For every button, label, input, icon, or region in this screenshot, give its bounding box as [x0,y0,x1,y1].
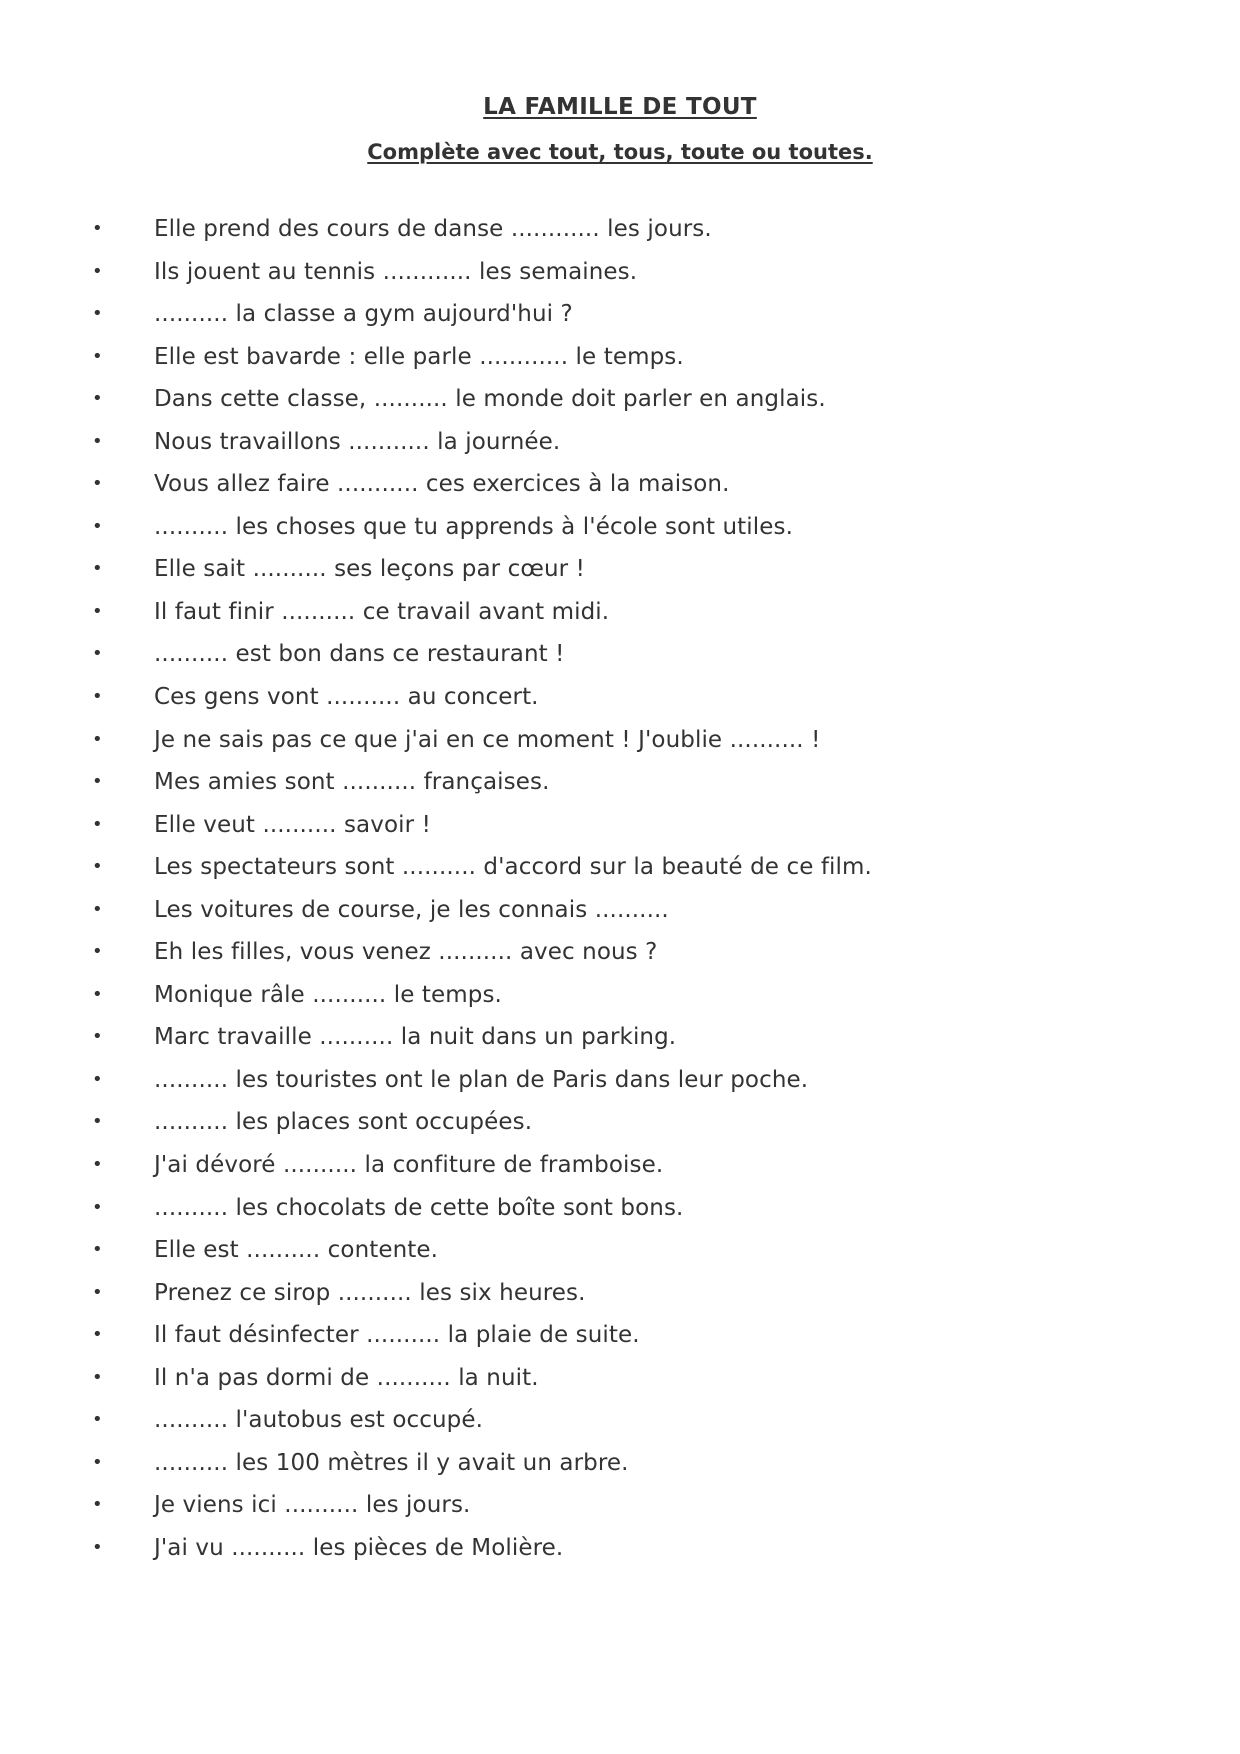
exercise-sentence: .......... est bon dans ce restaurant ! [154,641,565,668]
exercise-sentence: Eh les filles, vous venez .......... avec nous ? [154,939,658,966]
exercise-sentence: Prenez ce sirop .......... les six heures. [154,1279,586,1306]
exercise-sentence: Elle est .......... contente. [154,1237,439,1264]
bullet-icon: • [92,941,103,963]
bullet-icon: • [92,1154,103,1176]
exercise-sentence: Je ne sais pas ce que j'ai en ce moment ! J'oublie .......... ! [154,726,821,753]
bullet-icon: • [92,728,103,750]
bullet-icon: • [92,898,103,920]
bullet-icon: • [92,1111,103,1133]
bullet-icon: • [92,260,103,282]
bullet-icon: • [92,856,103,878]
exercise-sentence: .......... l'autobus est occupé. [154,1407,484,1434]
exercise-sentence: Les spectateurs sont .......... d'accord sur la beauté de ce film. [154,854,872,881]
bullet-icon: • [92,558,103,580]
exercise-sentence: Ces gens vont .......... au concert. [154,684,539,711]
bullet-icon: • [92,686,103,708]
bullet-icon: • [92,1451,103,1473]
page-title [0,94,1240,120]
bullet-icon: • [92,303,103,325]
bullet-icon: • [92,1409,103,1431]
exercise-sentence: Il faut désinfecter .......... la plaie de suite. [154,1322,640,1349]
bullet-icon: • [92,1068,103,1090]
exercise-sentence: .......... la classe a gym aujourd'hui ? [154,301,573,328]
bullet-icon: • [92,1239,103,1261]
exercise-sentence: Ils jouent au tennis ............ les semaines. [154,258,638,285]
exercise-sentence: J'ai dévoré .......... la confiture de framboise. [154,1152,664,1179]
exercise-sentence: .......... les 100 mètres il y avait un arbre. [154,1449,629,1476]
exercise-sentence: Elle prend des cours de danse ............ les jours. [154,216,712,242]
exercise-sentence: Je viens ici .......... les jours. [154,1492,471,1519]
bullet-icon: • [92,1196,103,1218]
bullet-icon: • [92,643,103,665]
exercise-sentence: Mes amies sont .......... françaises. [154,769,550,796]
page-title-text: LA FAMILLE DE TOUT [483,94,757,120]
bullet-icon: • [92,813,103,835]
bullet-icon: • [92,345,103,367]
exercise-sentence: .......... les chocolats de cette boîte sont bons. [154,1194,684,1221]
exercise-sentence: Il n'a pas dormi de .......... la nuit. [154,1364,539,1391]
exercise-sentence: Elle veut .......... savoir ! [154,811,431,838]
exercise-sentence: Les voitures de course, je les connais .......... [154,896,669,923]
bullet-icon: • [92,218,103,239]
exercise-sentence: Monique râle .......... le temps. [154,981,502,1008]
bullet-icon: • [92,388,103,410]
bullet-icon: • [92,600,103,622]
bullet-icon: • [92,771,103,793]
exercise-sentence: Elle est bavarde : elle parle ............ le temps. [154,343,684,370]
instruction-text: Complète avec tout, tous, toute ou toutes. [367,140,873,164]
bullet-icon: • [92,1536,103,1558]
bullet-icon: • [92,1324,103,1346]
exercise-sentence: Elle sait .......... ses leçons par cœur ! [154,556,585,583]
bullet-icon: • [92,430,103,452]
exercise-sentence: .......... les choses que tu apprends à l'école sont utiles. [154,513,794,540]
exercise-sentence: .......... les touristes ont le plan de Paris dans leur poche. [154,1066,809,1093]
exercise-sentence: Nous travaillons ........... la journée. [154,428,561,455]
exercise-sentence: .......... les places sont occupées. [154,1109,533,1136]
bullet-icon: • [92,983,103,1005]
exercise-sentence: J'ai vu .......... les pièces de Molière. [154,1534,564,1561]
exercise-sentence: Dans cette classe, .......... le monde doit parler en anglais. [154,386,826,413]
bullet-icon: • [92,473,103,495]
exercise-sentence: Il faut finir .......... ce travail avant midi. [154,598,610,625]
exercise-sentence: Vous allez faire ........... ces exercices à la maison. [154,471,730,498]
bullet-icon: • [92,1281,103,1303]
instruction-heading [0,140,1240,164]
bullet-icon: • [92,1366,103,1388]
bullet-icon: • [92,1026,103,1048]
exercise-sentence: Marc travaille .......... la nuit dans un parking. [154,1024,677,1051]
bullet-icon: • [92,1494,103,1516]
bullet-icon: • [92,515,103,537]
